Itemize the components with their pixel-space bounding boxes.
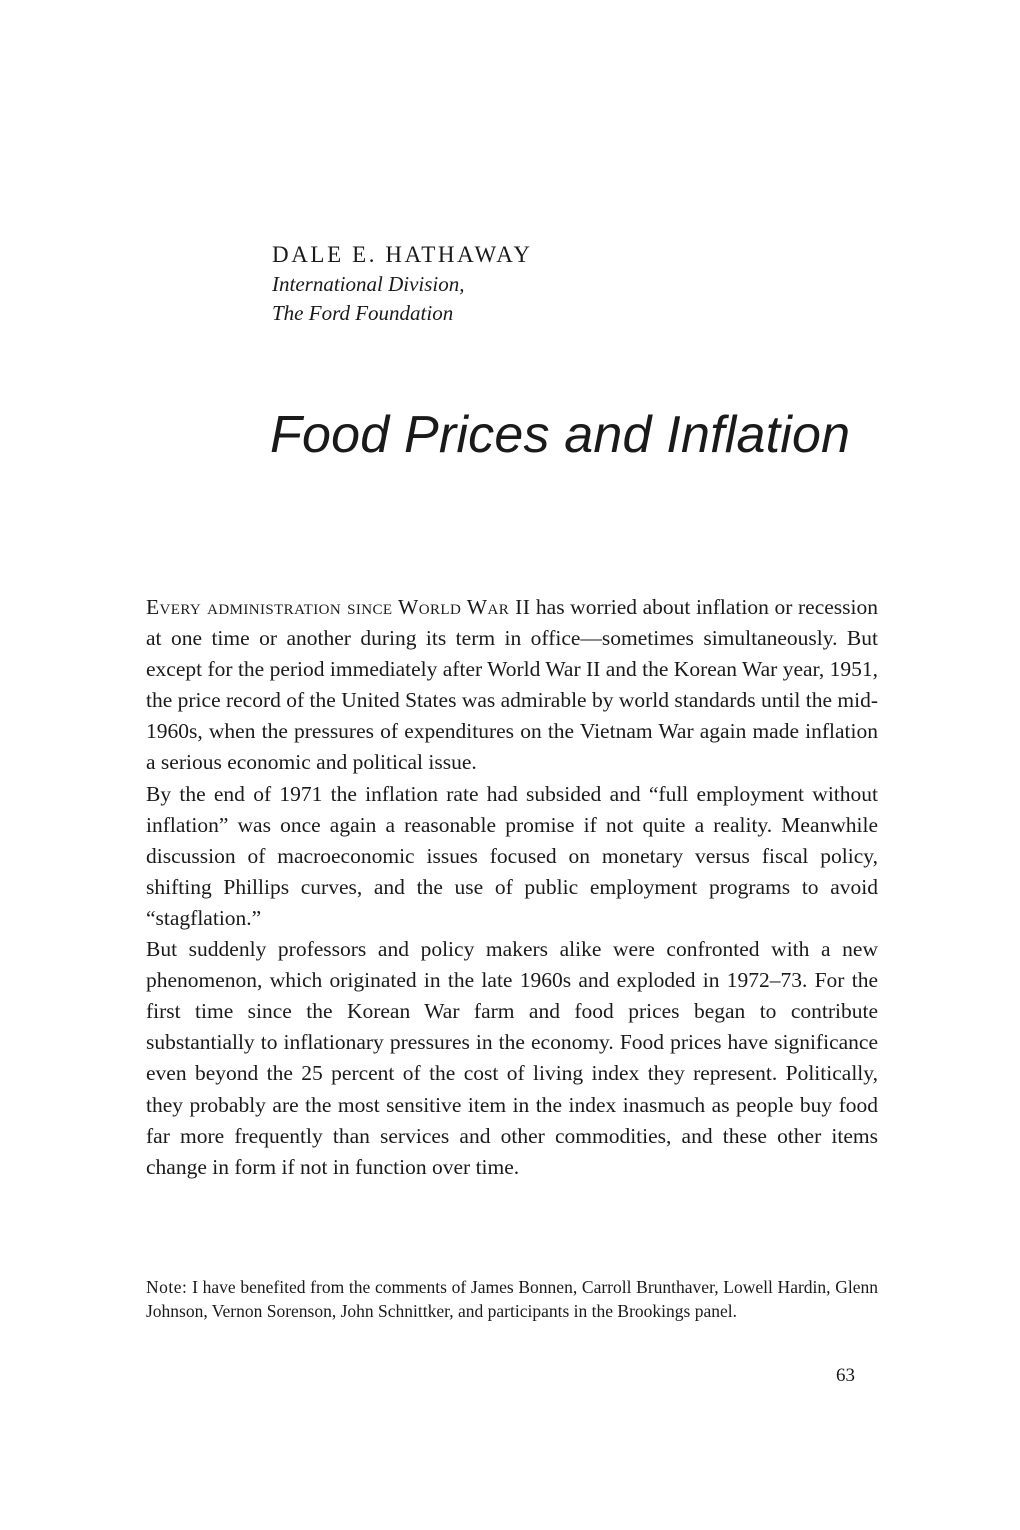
affiliation-division: International Division, [272,272,465,296]
author-block [272,240,533,328]
paragraph-2: By the end of 1971 the inflation rate had subsided and “full employment without inflation” was once again a reasonable promise if not quite a reality. Meanwhile discussion of macroeconomic issues focused on monetary versus fiscal policy, shifting Phillips curves, and the use of public employment programs to avoid “stagflation.” [146,781,878,930]
affiliation-organization: The Ford Foundation [272,301,454,325]
article-body [146,592,878,1183]
paragraph-1-text: has worried about inflation or recession at one time or another during its term in office—sometimes simultaneously. But except for the period immediately after World War II and the Korean War year, 1951, the price record of the United States was admirable by world standards until the mid-1960s, when the pressures of expenditures on the Vietnam War again made inflation a serious economic and political issue. [146,595,879,775]
acknowledgement-note [146,1276,878,1323]
note-text: I have benefited from the comments of James Bonnen, Carroll Brunthaver, Lowell Hardin, Glenn Johnson, Vernon Sorenson, John Schnittker, and participants in the Brookings panel. [146,1277,878,1321]
lead-in-small-caps: Every administration since World War II [146,595,531,619]
page-number: 63 [836,1365,855,1386]
note-label: Note: [146,1277,188,1297]
author-name: DALE E. HATHAWAY [272,242,533,267]
paragraph-1 [146,592,878,779]
paragraph-3: But suddenly professors and policy makers alike were confronted with a new phenomenon, which originated in the late 1960s and exploded in 1972–73. For the first time since the Korean War farm and food prices began to contribute substantially to inflationary pressures in the economy. Food prices have significance even beyond the 25 percent of the cost of living index they represent. Politically, they probably are the most sensitive item in the index inasmuch as people buy food far more frequently than services and other commodities, and these other items change in form if not in function over time. [146,937,878,1179]
article-title: Food Prices and Inflation [270,406,851,464]
